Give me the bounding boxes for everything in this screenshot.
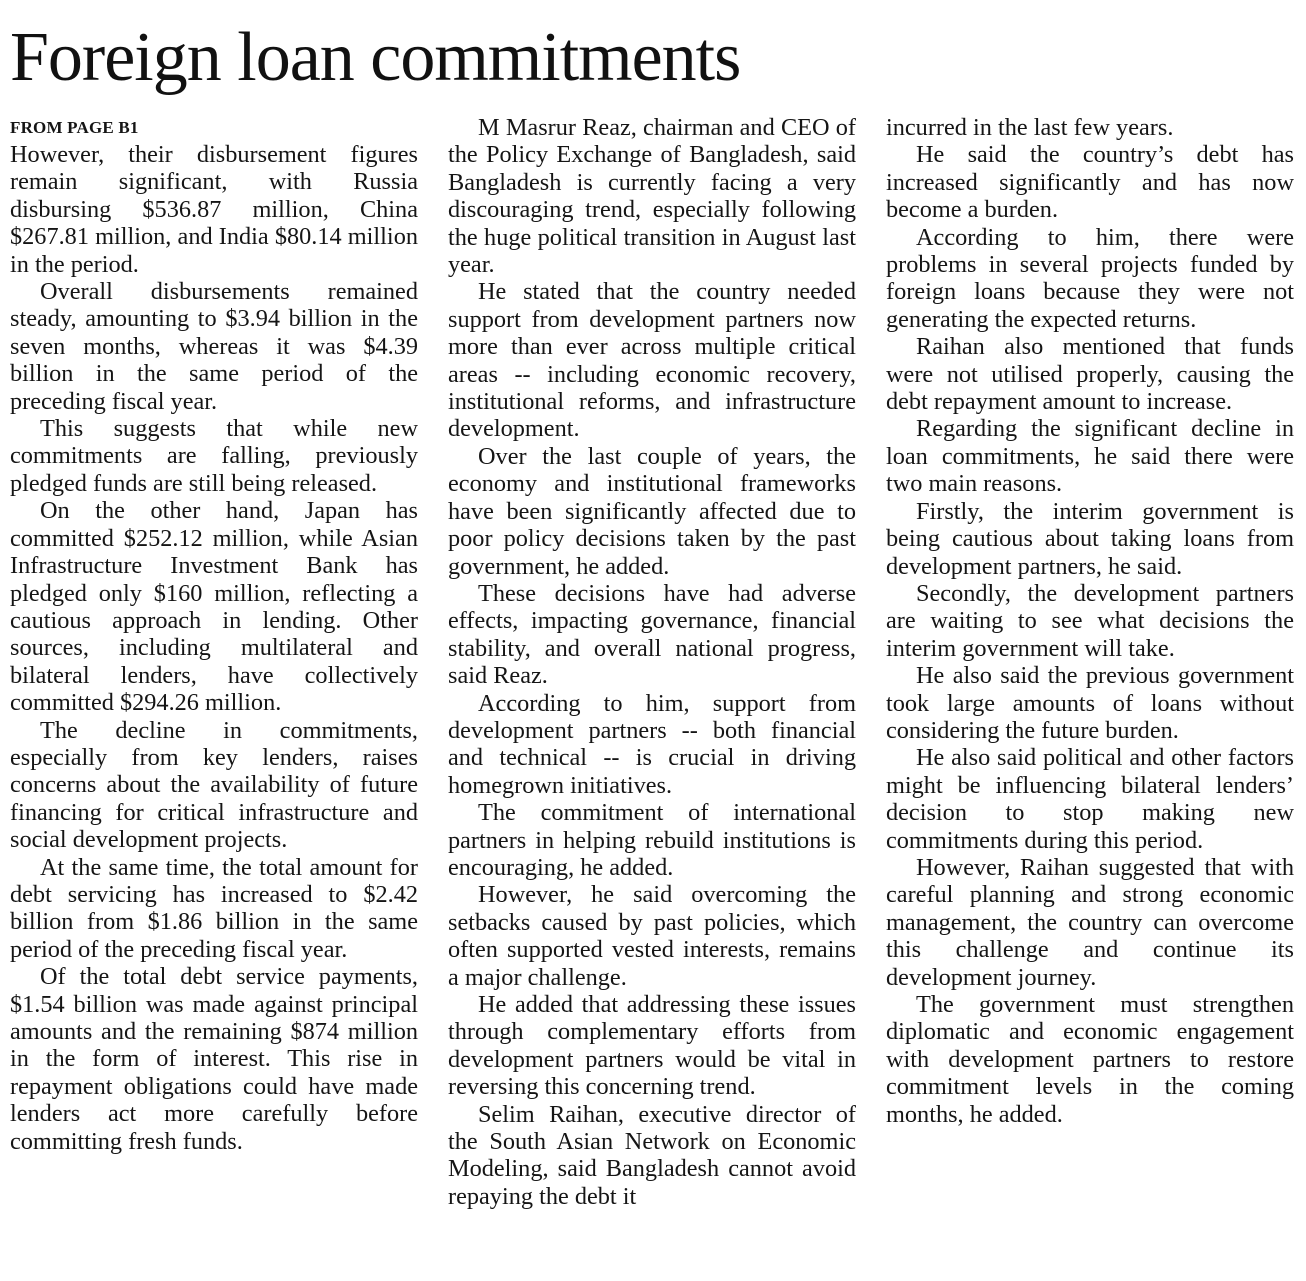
paragraph: He said the country’s debt has increased significantly and has now become a burden. [886, 141, 1294, 224]
paragraph: On the other hand, Japan has committed $252.12 million, while Asian Infrastructure Investment Bank has pledged only $160 million, reflecting a cautious approach in lending. Other sources, including multilateral and bilateral lenders, have collectively committed $294.26 million. [10, 497, 418, 717]
paragraph: However, their disbursement figures remain significant, with Russia disbursing $536.87 million, China $267.81 million, and India $80.14 million in the period. [10, 141, 418, 278]
paragraph: He also said the previous government took large amounts of loans without considering the future burden. [886, 662, 1294, 744]
paragraph: This suggests that while new commitments are falling, previously pledged funds are still being released. [10, 415, 418, 497]
paragraph: He added that addressing these issues through complementary efforts from development partners would be vital in reversing this concerning trend. [448, 991, 856, 1101]
paragraph: However, Raihan suggested that with careful planning and strong economic management, the country can overcome this challenge and continue its development journey. [886, 853, 1294, 991]
paragraph: These decisions have had adverse effects, impacting governance, financial stability, and overall national progress, said Reaz. [448, 579, 856, 690]
paragraph: Selim Raihan, executive director of the South Asian Network on Economic Modeling, said Bangladesh cannot avoid repaying the debt it [448, 1100, 856, 1210]
paragraph: Regarding the significant decline in loan commitments, he said there were two main reasons. [886, 415, 1294, 498]
article-column-2 [448, 114, 856, 1274]
kicker-from-page: FROM PAGE B1 [10, 118, 139, 137]
paragraph: Overall disbursements remained steady, amounting to $3.94 billion in the seven months, whereas it was $4.39 billion in the same period of the preceding fiscal year. [10, 278, 418, 415]
headline: Foreign loan commitments [10, 19, 741, 96]
article-column-3 [886, 114, 1294, 1274]
paragraph: At the same time, the total amount for debt servicing has increased to $2.42 billion from $1.86 billion in the same period of the preceding fiscal year. [10, 853, 418, 963]
paragraph: According to him, support from development partners -- both financial and technical -- is crucial in driving homegrown initiatives. [448, 689, 856, 799]
paragraph: He stated that the country needed support from development partners now more than ever across multiple critical areas -- including economic recovery, institutional reforms, and infrastructure development. [448, 278, 856, 443]
paragraph: The government must strengthen diplomatic and economic engagement with development partners to restore commitment levels in the coming months, he added. [886, 991, 1294, 1128]
article-column-1 [10, 114, 418, 1274]
paragraph: Secondly, the development partners are waiting to see what decisions the interim government will take. [886, 579, 1294, 662]
paragraph: M Masrur Reaz, chairman and CEO of the Policy Exchange of Bangladesh, said Bangladesh is currently facing a very discouraging trend, especially following the huge political transition in August last year. [448, 114, 856, 279]
paragraph: He also said political and other factors might be influencing bilateral lenders’ decision to stop making new commitments during this period. [886, 744, 1294, 854]
paragraph-continuation: incurred in the last few years. [886, 114, 1174, 141]
paragraph: Over the last couple of years, the economy and institutional frameworks have been significantly affected due to poor policy decisions taken by the past government, he added. [448, 442, 856, 580]
paragraph: However, he said overcoming the setbacks caused by past policies, which often supported vested interests, remains a major challenge. [448, 881, 856, 991]
paragraph: The commitment of international partners in helping rebuild institutions is encouraging, he added. [448, 799, 856, 881]
paragraph: Raihan also mentioned that funds were not utilised properly, causing the debt repayment amount to increase. [886, 333, 1294, 416]
paragraph: Firstly, the interim government is being cautious about taking loans from development partners, he said. [886, 497, 1294, 580]
paragraph: The decline in commitments, especially from key lenders, raises concerns about the availability of future financing for critical infrastructure and social development projects. [10, 716, 418, 854]
paragraph: According to him, there were problems in several projects funded by foreign loans because they were not generating the expected returns. [886, 223, 1294, 333]
paragraph: Of the total debt service payments, $1.54 billion was made against principal amounts and the remaining $874 million in the form of interest. This rise in repayment obligations could have made lenders act more carefully before committing fresh funds. [10, 963, 418, 1155]
